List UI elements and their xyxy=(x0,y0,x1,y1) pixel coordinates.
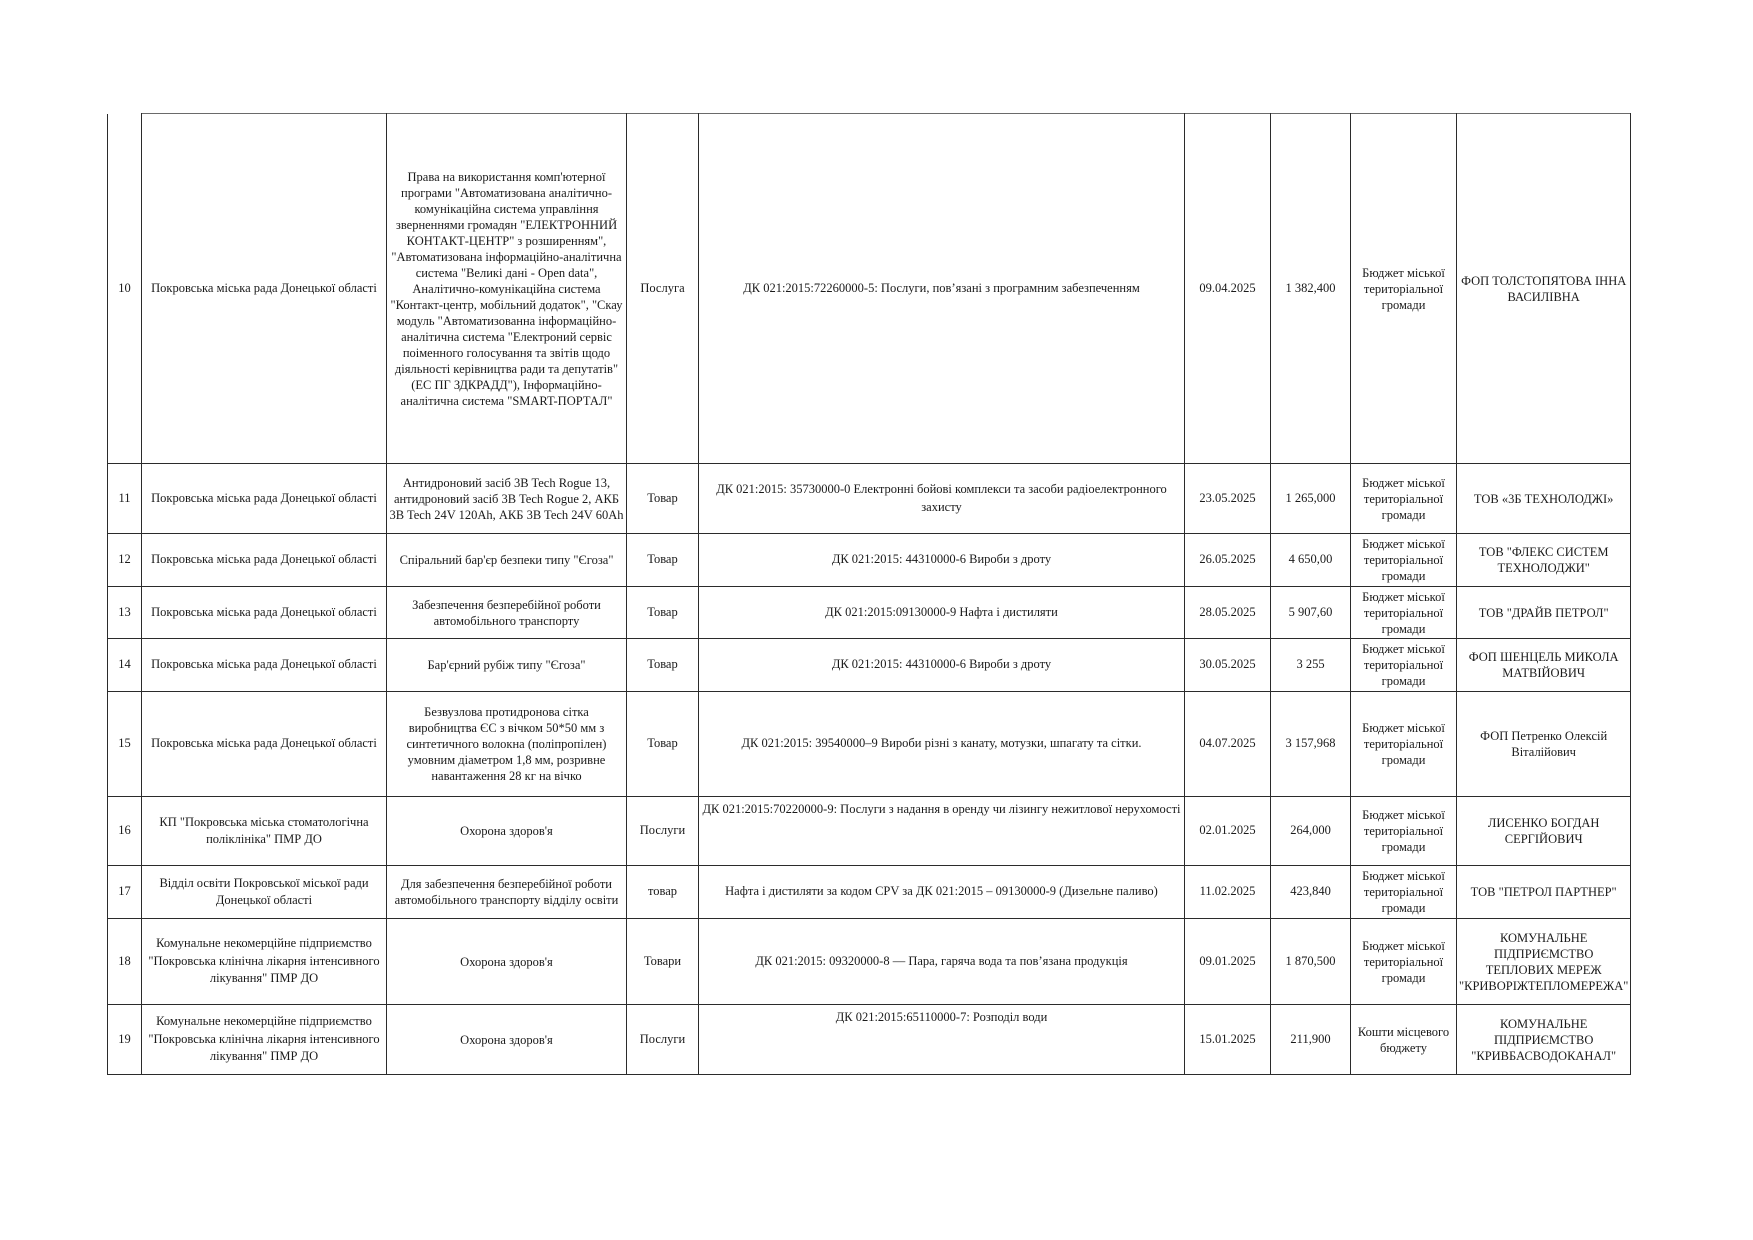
subject-cell: Охорона здоров'я xyxy=(387,1005,627,1075)
procurement-table xyxy=(107,113,1631,1075)
procurement-type-cell: Товар xyxy=(627,464,699,534)
table-row xyxy=(108,692,1631,797)
customer-cell: Покровська міська рада Донецької області xyxy=(142,464,387,534)
amount-cell: 264,000 xyxy=(1271,797,1351,866)
table-row xyxy=(108,587,1631,639)
contract-date-cell: 09.01.2025 xyxy=(1185,919,1271,1005)
table-row xyxy=(108,797,1631,866)
cpv-code-cell: ДК 021:2015: 35730000-0 Електронні бойові комплекси та засоби радіоелектронного захисту xyxy=(699,464,1185,534)
amount-cell: 211,900 xyxy=(1271,1005,1351,1075)
contract-date-cell: 28.05.2025 xyxy=(1185,587,1271,639)
subject-cell: Для забезпечення безперебійної роботи автомобільного транспорту відділу освіти xyxy=(387,866,627,919)
cpv-code-cell: ДК 021:2015:09130000-9 Нафта і дистиляти xyxy=(699,587,1185,639)
table-row xyxy=(108,639,1631,692)
funding-source-cell: Бюджет міської територіальної громади xyxy=(1351,464,1457,534)
supplier-cell: ТОВ «3Б ТЕХНОЛОДЖІ» xyxy=(1457,464,1631,534)
table-row xyxy=(108,464,1631,534)
procurement-type-cell: Товари xyxy=(627,919,699,1005)
customer-cell: Комунальне некомерційне підприємство "Покровська клінічна лікарня інтенсивного лікування" ПМР ДО xyxy=(142,1005,387,1075)
funding-source-cell: Бюджет міської територіальної громади xyxy=(1351,866,1457,919)
amount-cell: 3 157,968 xyxy=(1271,692,1351,797)
contract-date-cell: 23.05.2025 xyxy=(1185,464,1271,534)
procurement-type-cell: Товар xyxy=(627,639,699,692)
supplier-cell: ТОВ "ДРАЙВ ПЕТРОЛ" xyxy=(1457,587,1631,639)
procurement-type-cell: Товар xyxy=(627,692,699,797)
cpv-code-cell: ДК 021:2015:72260000-5: Послуги, пов’язані з програмним забезпеченням xyxy=(699,114,1185,464)
row-number: 17 xyxy=(108,866,142,919)
supplier-cell: КОМУНАЛЬНЕ ПІДПРИЄМСТВО ТЕПЛОВИХ МЕРЕЖ "КРИВОРІЖТЕПЛОМЕРЕЖА" xyxy=(1457,919,1631,1005)
contract-date-cell: 02.01.2025 xyxy=(1185,797,1271,866)
contract-date-cell: 11.02.2025 xyxy=(1185,866,1271,919)
amount-cell: 1 870,500 xyxy=(1271,919,1351,1005)
funding-source-cell: Бюджет міської територіальної громади xyxy=(1351,919,1457,1005)
contract-date-cell: 09.04.2025 xyxy=(1185,114,1271,464)
table-row xyxy=(108,534,1631,587)
cpv-code-cell: ДК 021:2015:65110000-7: Розподіл води xyxy=(699,1005,1185,1075)
customer-cell: Покровська міська рада Донецької області xyxy=(142,639,387,692)
table-row xyxy=(108,114,1631,464)
procurement-type-cell: Послуга xyxy=(627,114,699,464)
contract-date-cell: 26.05.2025 xyxy=(1185,534,1271,587)
subject-cell: Охорона здоров'я xyxy=(387,919,627,1005)
supplier-cell: ТОВ "ФЛЕКС СИСТЕМ ТЕХНОЛОДЖИ" xyxy=(1457,534,1631,587)
funding-source-cell: Бюджет міської територіальної громади xyxy=(1351,692,1457,797)
table-row xyxy=(108,919,1631,1005)
row-number: 14 xyxy=(108,639,142,692)
amount-cell: 4 650,00 xyxy=(1271,534,1351,587)
funding-source-cell: Бюджет міської територіальної громади xyxy=(1351,587,1457,639)
procurement-type-cell: товар xyxy=(627,866,699,919)
table-row xyxy=(108,866,1631,919)
subject-cell: Забезпечення безперебійної роботи автомобільного транспорту xyxy=(387,587,627,639)
row-number: 11 xyxy=(108,464,142,534)
contract-date-cell: 04.07.2025 xyxy=(1185,692,1271,797)
cpv-code-cell: ДК 021:2015: 44310000-6 Вироби з дроту xyxy=(699,534,1185,587)
customer-cell: Покровська міська рада Донецької області xyxy=(142,114,387,464)
subject-cell: Спіральний бар'єр безпеки типу "Єгоза" xyxy=(387,534,627,587)
row-number: 18 xyxy=(108,919,142,1005)
row-number: 15 xyxy=(108,692,142,797)
contract-date-cell: 30.05.2025 xyxy=(1185,639,1271,692)
row-number: 10 xyxy=(108,114,142,464)
amount-cell: 5 907,60 xyxy=(1271,587,1351,639)
table-row xyxy=(108,1005,1631,1075)
funding-source-cell: Бюджет міської територіальної громади xyxy=(1351,797,1457,866)
amount-cell: 423,840 xyxy=(1271,866,1351,919)
funding-source-cell: Кошти місцевого бюджету xyxy=(1351,1005,1457,1075)
supplier-cell: ТОВ "ПЕТРОЛ ПАРТНЕР" xyxy=(1457,866,1631,919)
supplier-cell: ФОП ШЕНЦЕЛЬ МИКОЛА МАТВІЙОВИЧ xyxy=(1457,639,1631,692)
amount-cell: 1 265,000 xyxy=(1271,464,1351,534)
customer-cell: Комунальне некомерційне підприємство "Покровська клінічна лікарня інтенсивного лікування" ПМР ДО xyxy=(142,919,387,1005)
funding-source-cell: Бюджет міської територіальної громади xyxy=(1351,534,1457,587)
procurement-type-cell: Товар xyxy=(627,587,699,639)
customer-cell: Покровська міська рада Донецької області xyxy=(142,692,387,797)
row-number: 16 xyxy=(108,797,142,866)
row-number: 19 xyxy=(108,1005,142,1075)
supplier-cell: ФОП Петренко Олексій Віталійович xyxy=(1457,692,1631,797)
cpv-code-cell: ДК 021:2015: 44310000-6 Вироби з дроту xyxy=(699,639,1185,692)
supplier-cell: КОМУНАЛЬНЕ ПІДПРИЄМСТВО "КРИВБАСВОДОКАНАЛ" xyxy=(1457,1005,1631,1075)
customer-cell: КП "Покровська міська стоматологічна поліклініка" ПМР ДО xyxy=(142,797,387,866)
customer-cell: Покровська міська рада Донецької області xyxy=(142,587,387,639)
subject-cell: Антидроновий засіб 3B Tech Rogue 13, антидроновий засіб 3B Tech Rogue 2, АКБ 3B Tech 24V 120Ah, АКБ 3B Tech 24V 60Ah xyxy=(387,464,627,534)
funding-source-cell: Бюджет міської територіальної громади xyxy=(1351,114,1457,464)
row-number: 12 xyxy=(108,534,142,587)
amount-cell: 1 382,400 xyxy=(1271,114,1351,464)
procurement-type-cell: Послуги xyxy=(627,797,699,866)
procurement-type-cell: Послуги xyxy=(627,1005,699,1075)
subject-cell: Права на використання комп'ютерної програми "Автоматизована аналітично-комунікаційна система управління зверненнями громадян "ЕЛЕКТРОННИЙ КОНТАКТ-ЦЕНТР" з розширенням", "Автоматизована інформаційно-аналітична система "Великі дані - Open data", Аналітично-комунікаційна система "Контакт-центр, мобільний додаток", "Скау модуль "Автоматизованна інформаційно-аналітична система "Електроний сервіс поіменного голосування та звітів щодо діяльності керівництва ради та депутатів" (ЕС ПГ ЗДКРАДД"), Інформаційно-аналітична система "SMART-ПОРТАЛ" xyxy=(387,114,627,464)
supplier-cell: ФОП ТОЛСТОПЯТОВА ІННА ВАСИЛІВНА xyxy=(1457,114,1631,464)
subject-cell: Безвузлова протидронова сітка виробництва ЄС з вічком 50*50 мм з синтетичного волокна (поліпропілен) умовним діаметром 1,8 мм, розривне навантаження 28 кг на вічко xyxy=(387,692,627,797)
amount-cell: 3 255 xyxy=(1271,639,1351,692)
row-number: 13 xyxy=(108,587,142,639)
contract-date-cell: 15.01.2025 xyxy=(1185,1005,1271,1075)
customer-cell: Покровська міська рада Донецької області xyxy=(142,534,387,587)
funding-source-cell: Бюджет міської територіальної громади xyxy=(1351,639,1457,692)
cpv-code-cell: Нафта і дистиляти за кодом CPV за ДК 021:2015 – 09130000-9 (Дизельне паливо) xyxy=(699,866,1185,919)
subject-cell: Бар'єрний рубіж типу "Єгоза" xyxy=(387,639,627,692)
cpv-code-cell: ДК 021:2015: 39540000–9 Вироби різні з канату, мотузки, шпагату та сітки. xyxy=(699,692,1185,797)
customer-cell: Відділ освіти Покровської міської ради Донецької області xyxy=(142,866,387,919)
supplier-cell: ЛИСЕНКО БОГДАН СЕРГІЙОВИЧ xyxy=(1457,797,1631,866)
cpv-code-cell: ДК 021:2015:70220000-9: Послуги з надання в оренду чи лізингу нежитлової нерухомості xyxy=(699,797,1185,866)
cpv-code-cell: ДК 021:2015: 09320000-8 — Пара, гаряча вода та пов’язана продукція xyxy=(699,919,1185,1005)
procurement-type-cell: Товар xyxy=(627,534,699,587)
subject-cell: Охорона здоров'я xyxy=(387,797,627,866)
